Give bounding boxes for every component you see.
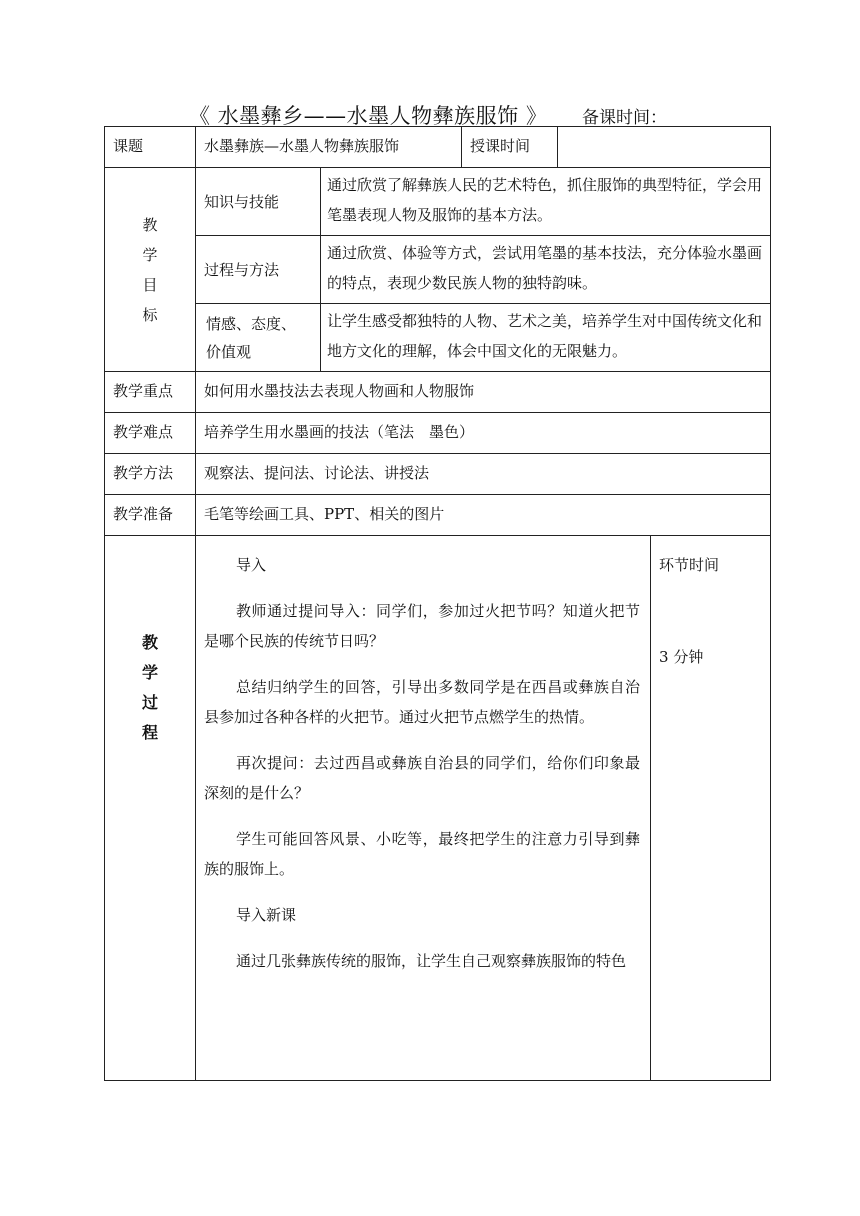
- objective-text: 让学生感受都独特的人物、艺术之美，培养学生对中国传统文化和地方文化的理解，体会中国文化的无限魅力。: [321, 304, 771, 372]
- prep-time-label: 备课时间：: [582, 108, 667, 128]
- stage-time-value: 3 分钟: [659, 648, 704, 666]
- topic-row: [105, 127, 771, 168]
- topic-value: 水墨彝族—水墨人物彝族服饰: [196, 127, 462, 168]
- objective-row: [105, 236, 771, 304]
- info-row: [105, 495, 771, 536]
- info-row: [105, 372, 771, 413]
- process-label-char: 教: [141, 633, 158, 652]
- lesson-title: 《 水墨彝乡——水墨人物彝族服饰 》: [189, 104, 548, 128]
- topic-label: 课题: [105, 127, 196, 168]
- process-content: [196, 536, 651, 1081]
- stage-time-column: [651, 536, 771, 1081]
- process-row: [105, 536, 771, 1081]
- objectives-label-char: 教: [142, 215, 158, 234]
- row-label: 教学重点: [105, 372, 196, 413]
- row-value: 培养学生用水墨画的技法（笔法 墨色）: [196, 413, 771, 454]
- objective-label: 情感、态度、价值观: [196, 304, 321, 372]
- row-label: 教学准备: [105, 495, 196, 536]
- process-label-char: 学: [141, 663, 158, 682]
- objective-row: [105, 304, 771, 372]
- process-paragraph: 导入: [236, 556, 267, 574]
- objectives-label-char: 标: [142, 305, 158, 324]
- row-value: 毛笔等绘画工具、PPT、相关的图片: [196, 495, 771, 536]
- process-paragraph: 再次提问：去过西昌或彝族自治县的同学们，给你们印象最深刻的是什么？: [204, 754, 641, 802]
- info-row: [105, 413, 771, 454]
- objective-label: 过程与方法: [196, 236, 321, 304]
- process-paragraph: 通过几张彝族传统的服饰，让学生自己观察彝族服饰的特色: [236, 952, 627, 970]
- row-label: 教学难点: [105, 413, 196, 454]
- process-paragraph: 导入新课: [236, 906, 297, 924]
- teaching-time-label: 授课时间: [462, 127, 558, 168]
- objective-label: 知识与技能: [196, 168, 321, 236]
- objectives-label-char: 学: [142, 245, 158, 264]
- objectives-label-char: 目: [142, 275, 158, 294]
- objectives-label: [105, 168, 196, 372]
- objective-text: 通过欣赏了解彝族人民的艺术特色，抓住服饰的典型特征，学会用笔墨表现人物及服饰的基本方法。: [321, 168, 771, 236]
- row-value: 观察法、提问法、讨论法、讲授法: [196, 454, 771, 495]
- process-label-char: 程: [141, 723, 158, 742]
- teaching-time-value: [558, 127, 771, 168]
- lesson-plan-table: [104, 126, 771, 1081]
- row-label: 教学方法: [105, 454, 196, 495]
- objective-text: 通过欣赏、体验等方式，尝试用笔墨的基本技法，充分体验水墨画的特点，表现少数民族人物的独特韵味。: [321, 236, 771, 304]
- document-header: [0, 102, 860, 128]
- process-paragraph: 学生可能回答风景、小吃等，最终把学生的注意力引导到彝族的服饰上。: [204, 830, 641, 878]
- process-label: [105, 536, 196, 1081]
- process-paragraph: 总结归纳学生的回答，引导出多数同学是在西昌或彝族自治县参加过各种各样的火把节。通过火把节点燃学生的热情。: [204, 678, 641, 726]
- process-label-char: 过: [141, 693, 158, 712]
- info-row: [105, 454, 771, 495]
- row-value: 如何用水墨技法去表现人物画和人物服饰: [196, 372, 771, 413]
- stage-time-title: 环节时间: [659, 556, 720, 574]
- objective-row: [105, 168, 771, 236]
- process-paragraph: 教师通过提问导入：同学们，参加过火把节吗？知道火把节是哪个民族的传统节日吗？: [204, 602, 641, 650]
